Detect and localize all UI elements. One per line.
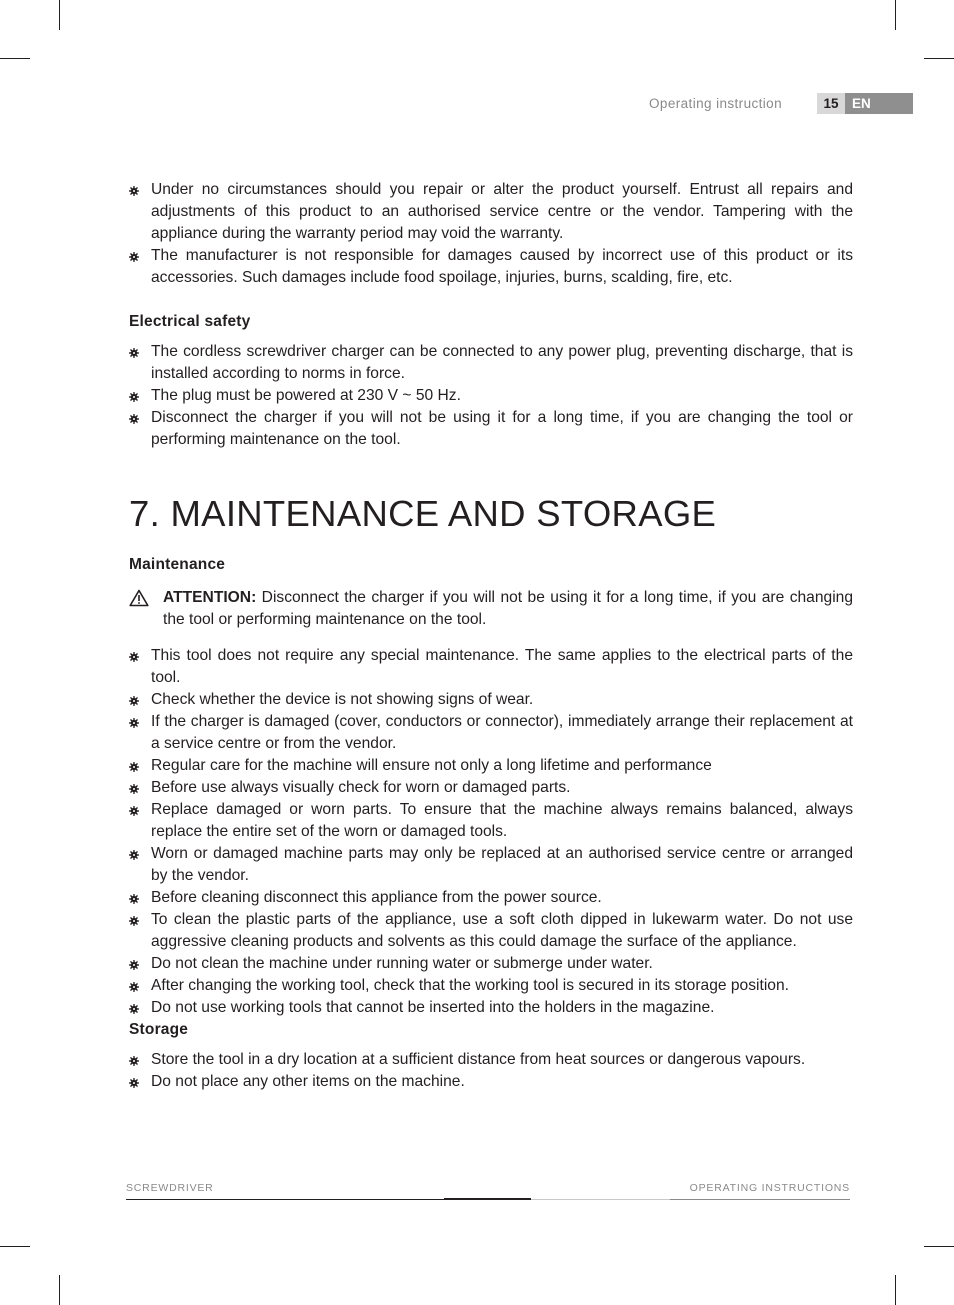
list-item-text: If the charger is damaged (cover, conductors or connector), immediately arrange their replacement at a service centre or from the vendor.: [151, 713, 853, 752]
list-item: [129, 689, 853, 711]
list-item: [129, 1071, 853, 1093]
list-item-text: After changing the working tool, check that the working tool is secured in its storage position.: [151, 977, 789, 994]
list-item-text: Store the tool in a dry location at a sufficient distance from heat sources or dangerous vapours.: [151, 1051, 806, 1068]
list-item-text: Check whether the device is not showing signs of wear.: [151, 691, 534, 708]
footer-rule-accent: [444, 1198, 531, 1200]
gear-bullet-icon: [129, 784, 139, 794]
list-item-text: Do not place any other items on the machine.: [151, 1073, 465, 1090]
gear-bullet-icon: [129, 696, 139, 706]
list-item-text: Replace damaged or worn parts. To ensure that the machine always remains balanced, always replace the entire set of the worn or damaged tools.: [151, 801, 853, 840]
list-item: [129, 179, 853, 245]
footer-rule: [531, 1199, 670, 1200]
list-item-text: The plug must be powered at 230 V ~ 50 Hz.: [151, 387, 461, 404]
attention-text: [163, 587, 853, 631]
gear-bullet-icon: [129, 1078, 139, 1088]
list-item-text: Do not clean the machine under running water or submerge under water.: [151, 955, 653, 972]
page-number: 15: [817, 93, 845, 114]
gear-bullet-icon: [129, 652, 139, 662]
list-item: [129, 777, 853, 799]
footer-product-name: SCREWDRIVER: [126, 1182, 214, 1194]
maintenance-heading: Maintenance: [129, 556, 226, 573]
list-item-text: The cordless screwdriver charger can be connected to any power plug, preventing discharge, that is installed according to norms in force.: [151, 343, 853, 382]
gear-bullet-icon: [129, 894, 139, 904]
footer-rule: [126, 1199, 444, 1200]
list-item-text: Before cleaning disconnect this appliance from the power source.: [151, 889, 602, 906]
warning-triangle-icon: [129, 589, 149, 607]
electrical-safety-list: [129, 341, 853, 451]
attention-note: [129, 587, 853, 631]
gear-bullet-icon: [129, 960, 139, 970]
list-item-text: This tool does not require any special maintenance. The same applies to the electrical parts of the tool.: [151, 647, 853, 686]
list-item: [129, 341, 853, 385]
gear-bullet-icon: [129, 348, 139, 358]
gear-bullet-icon: [129, 252, 139, 262]
gear-bullet-icon: [129, 414, 139, 424]
list-item: [129, 645, 853, 689]
crop-mark: [895, 0, 896, 30]
list-item: [129, 1049, 853, 1071]
running-header-title: Operating instruction: [649, 96, 782, 111]
crop-mark: [0, 1246, 30, 1247]
maintenance-list: [129, 645, 853, 1019]
crop-mark: [895, 1275, 896, 1305]
intro-list: [129, 179, 853, 289]
crop-mark: [0, 58, 30, 59]
crop-mark: [924, 58, 954, 59]
gear-bullet-icon: [129, 806, 139, 816]
gear-bullet-icon: [129, 850, 139, 860]
electrical-safety-heading: Electrical safety: [129, 313, 251, 330]
list-item: [129, 953, 853, 975]
list-item: [129, 887, 853, 909]
list-item: [129, 755, 853, 777]
list-item-text: Do not use working tools that cannot be inserted into the holders in the magazine.: [151, 999, 715, 1016]
list-item: [129, 997, 853, 1019]
list-item: [129, 385, 853, 407]
list-item-text: Regular care for the machine will ensure not only a long lifetime and performance: [151, 757, 712, 774]
chapter-title: 7. MAINTENANCE AND STORAGE: [129, 493, 717, 534]
crop-mark: [59, 1275, 60, 1305]
attention-label: ATTENTION:: [163, 589, 257, 606]
list-item-text: Worn or damaged machine parts may only be replaced at an authorised service centre or arranged by the vendor.: [151, 845, 853, 884]
gear-bullet-icon: [129, 762, 139, 772]
list-item-text: The manufacturer is not responsible for damages caused by incorrect use of this product or its accessories. Such damages include food spoilage, injuries, burns, scalding, fire, etc.: [151, 247, 853, 286]
gear-bullet-icon: [129, 1004, 139, 1014]
list-item: [129, 843, 853, 887]
gear-bullet-icon: [129, 982, 139, 992]
list-item-text: Under no circumstances should you repair or alter the product yourself. Entrust all repairs and adjustments of this product to an authorised service centre or the vendor. Tampering with the appliance during the warranty period may void the warranty.: [151, 181, 853, 242]
gear-bullet-icon: [129, 1056, 139, 1066]
list-item: [129, 407, 853, 451]
crop-mark: [59, 0, 60, 30]
gear-bullet-icon: [129, 186, 139, 196]
gear-bullet-icon: [129, 916, 139, 926]
footer-doc-type: OPERATING INSTRUCTIONS: [689, 1182, 850, 1194]
gear-bullet-icon: [129, 392, 139, 402]
list-item: [129, 245, 853, 289]
list-item-text: To clean the plastic parts of the appliance, use a soft cloth dipped in lukewarm water. Do not use aggressive cleaning products and solvents as this could damage the surface of the appliance.: [151, 911, 853, 950]
crop-mark: [924, 1246, 954, 1247]
storage-list: [129, 1049, 853, 1093]
language-tab: EN: [845, 93, 913, 114]
list-item: [129, 799, 853, 843]
attention-body: Disconnect the charger if you will not be using it for a long time, if you are changing the tool or performing maintenance on the tool.: [163, 589, 853, 628]
list-item-text: Disconnect the charger if you will not be using it for a long time, if you are changing the tool or performing maintenance on the tool.: [151, 409, 853, 448]
storage-heading: Storage: [129, 1021, 189, 1038]
list-item: [129, 909, 853, 953]
list-item: [129, 711, 853, 755]
list-item-text: Before use always visually check for worn or damaged parts.: [151, 779, 571, 796]
footer-rule: [670, 1199, 850, 1200]
gear-bullet-icon: [129, 718, 139, 728]
list-item: [129, 975, 853, 997]
